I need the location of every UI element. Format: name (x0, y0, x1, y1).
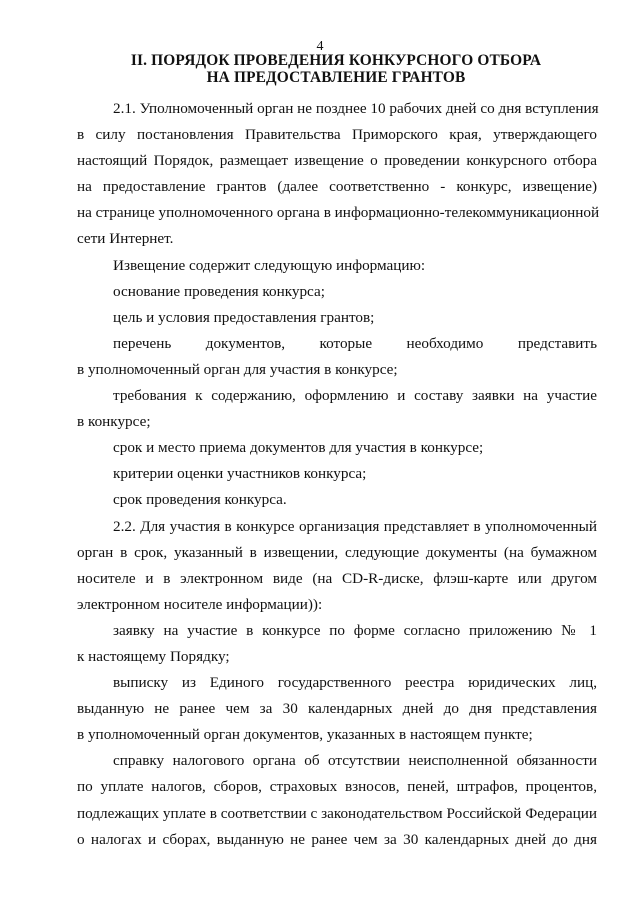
text-line: о налогах и сборах, выданную не ранее чем за 30 календарных дней до дня (77, 830, 597, 848)
text-line: по уплате налогов, сборов, страховых взносов, пеней, штрафов, процентов, (77, 778, 597, 796)
text-line: цель и условия предоставления грантов; (113, 308, 375, 326)
text-line: 2.1. Уполномоченный орган не позднее 10 рабочих дней со дня вступления (113, 100, 599, 117)
text-line: орган в срок, указанный в извещении, следующие документы (на бумажном (77, 543, 597, 561)
document-body (77, 96, 600, 853)
text-line: выписку из Единого государственного реестра юридических лиц, (113, 674, 597, 692)
text-line: на странице уполномоченного органа в информационно-телекоммуникационной (77, 204, 600, 222)
text-line: в силу постановления Правительства Приморского края, утверждающего (77, 126, 597, 144)
text-line: настоящий Порядок, размещает извещение о проведении конкурсного отбора (77, 152, 597, 170)
text-line: в конкурсе; (77, 413, 151, 431)
text-line: выданную не ранее чем за 30 календарных дней до дня представления (77, 700, 597, 718)
text-line: на предоставление грантов (далее соответственно - конкурс, извещение) (77, 178, 597, 196)
heading-line: НА ПРЕДОСТАВЛЕНИЕ ГРАНТОВ (206, 69, 466, 86)
text-line: подлежащих уплате в соответствии с законодательством Российской Федерации (77, 804, 597, 822)
text-line: носителе и в электронном виде (на CD-R-диске, флэш-карте или другом (77, 569, 597, 587)
text-line: в уполномоченный орган для участия в конкурсе; (77, 360, 398, 378)
text-line: Извещение содержит следующую информацию: (113, 256, 426, 274)
text-line: справку налогового органа об отсутствии неисполненной обязанности (113, 752, 597, 770)
text-line: срок и место приема документов для участия в конкурсе; (113, 439, 484, 457)
heading-line: II. ПОРЯДОК ПРОВЕДЕНИЯ КОНКУРСНОГО ОТБОРА (130, 52, 542, 69)
text-line: критерии оценки участников конкурса; (113, 465, 367, 483)
text-line: срок проведения конкурса. (113, 491, 287, 509)
text-line: в уполномоченный орган документов, указанных в настоящем пункте; (77, 726, 533, 744)
text-line: требования к содержанию, оформлению и составу заявки на участие (113, 387, 597, 405)
text-line: основание проведения конкурса; (113, 282, 325, 300)
text-line: электронном носителе информации)): (77, 595, 323, 613)
text-line: к настоящему Порядку; (77, 647, 230, 665)
text-line: 2.2. Для участия в конкурсе организация представляет в уполномоченный (113, 517, 597, 535)
text-line: заявку на участие в конкурсе по форме согласно приложению № 1 (113, 621, 597, 639)
section-heading (60, 52, 612, 86)
text-line: перечень документов, которые необходимо представить (113, 334, 597, 352)
text-line: сети Интернет. (77, 230, 174, 248)
page-number: 4 (316, 39, 324, 54)
